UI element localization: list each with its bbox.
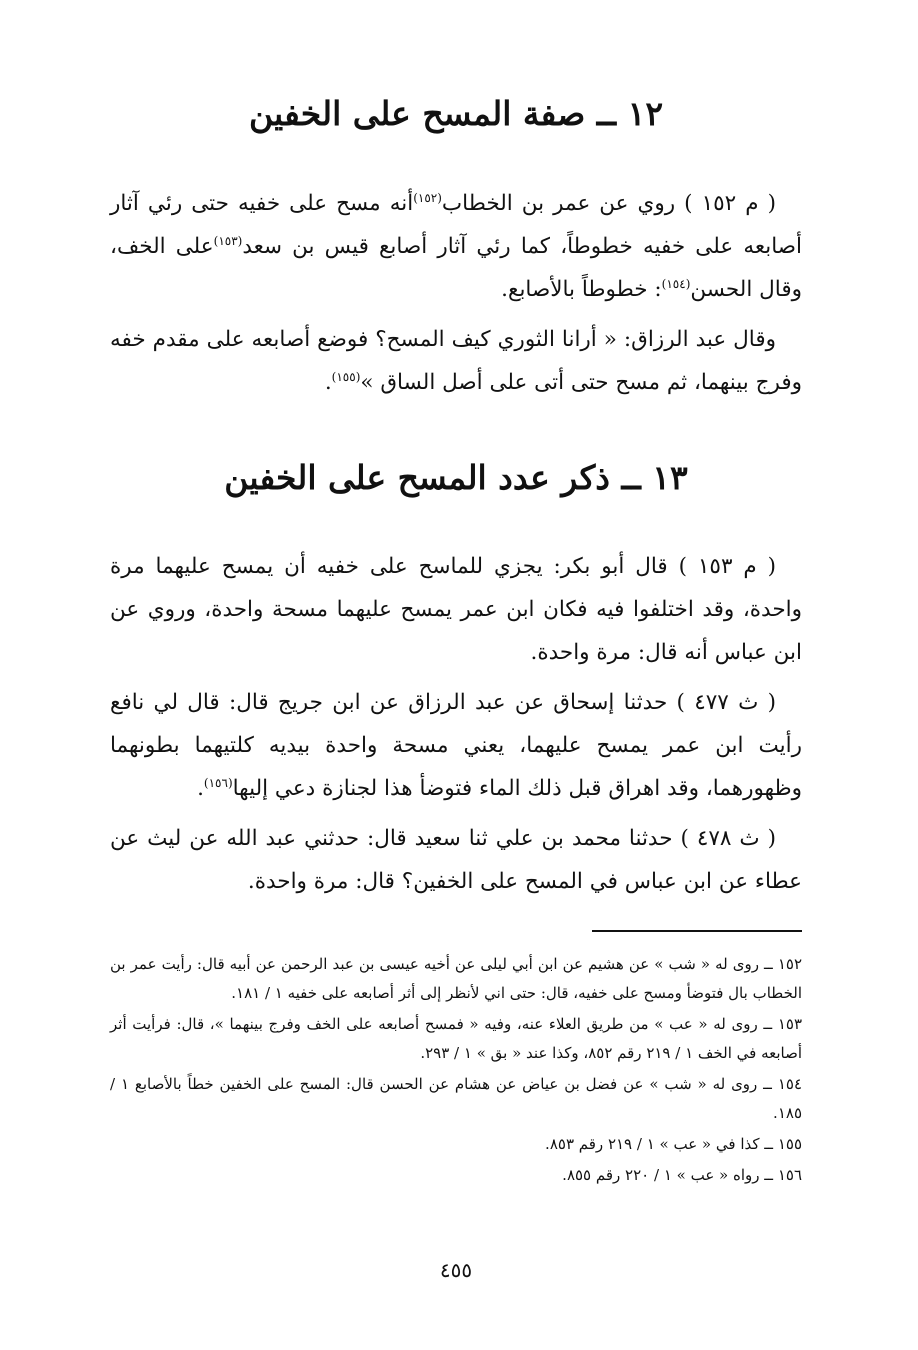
paragraph-text: وقال عبد الرزاق: « أرانا الثوري كيف المسح؟ فوضع أصابعه على مقدم خفه وفرج بينهما، ثم مسح حتى أتى على أصل الساق »	[110, 327, 802, 395]
paragraph-text: أنه مسح على خفيه حتى رئي آثار أصابعه على خفيه خطوطاً، كما رئي آثار أصابع قيس بن سعد	[110, 191, 802, 259]
footnote-ref-156[interactable]: (١٥٦)	[203, 775, 233, 790]
footnote-154: ١٥٤ ــ روى له « شب » عن فضل بن عياض عن هشام عن الحسن قال: المسح على الخفين خطاً بالأصابع ١ / ١٨٥.	[110, 1075, 802, 1122]
footnote-152: ١٥٢ ــ روى له « شب » عن هشيم عن ابن أبي ليلى عن أخيه عيسى بن عبد الرحمن عن أبيه قال: رأيت عمر بن الخطاب بال فتوضأ ومسح على خفيه، قال: حتى اني لأنظر إلى أثر أصابعه على خفيه ١ / ١٨١.	[110, 955, 802, 1002]
section-12-body	[110, 182, 802, 411]
paragraph-m153	[110, 545, 802, 674]
paragraph-text: .	[197, 776, 204, 801]
footnote-153: ١٥٣ ــ روى له « عب » من طريق العلاء عنه، وفيه « فمسح أصابعه على الخف وفرج بينهما »، قال: فرأيت أثر أصابعه في الخف ١ / ٢١٩ رقم ٨٥٢، وكذا عند « بق » ١ / ٢٩٣.	[110, 1015, 802, 1062]
paragraph-text: : خطوطاً بالأصابع.	[501, 277, 662, 302]
paragraph-m152	[110, 182, 802, 311]
paragraph-text: ( ث ٤٧٧ ) حدثنا إسحاق عن عبد الرزاق عن ابن جريج قال: قال لي نافع رأيت ابن عمر يمسح عليهما، يعني مسحة واحدة بيديه كلتيهما بطونهما وظهورهما، وقد اهراق قبل ذلك الماء فتوضأ هذا لجنازة دعي إليها	[110, 690, 802, 801]
footnote-155: ١٥٥ ــ كذا في « عب » ١ / ٢١٩ رقم ٨٥٣.	[545, 1135, 802, 1153]
footnote-156: ١٥٦ ــ رواه « عب » ١ / ٢٢٠ رقم ٨٥٥.	[562, 1166, 802, 1184]
paragraph-text: ( ث ٤٧٨ ) حدثنا محمد بن علي ثنا سعيد قال: حدثني عبد الله عن ليث عن عطاء عن ابن عباس في المسح على الخفين؟ قال: مرة واحدة.	[110, 826, 802, 894]
paragraph-text: .	[324, 370, 332, 395]
footnote-divider	[592, 930, 802, 932]
paragraph-text: ( م ١٥٣ ) قال أبو بكر: يجزي للماسح على خفيه أن يمسح عليهما مرة واحدة، وقد اختلفوا فيه فكان ابن عمر يمسح عليهما مسحة واحدة، وروي عن ابن عباس أنه قال: مرة واحدة.	[110, 554, 802, 665]
footnote-ref-152[interactable]: (١٥٢)	[413, 190, 442, 205]
book-page	[110, 0, 802, 1350]
chapter-heading-12: ١٢ ــ صفة المسح على الخفين	[248, 94, 664, 133]
section-13-body	[110, 545, 802, 910]
footnote-ref-155[interactable]: (١٥٥)	[331, 369, 361, 384]
paragraph-text: ( م ١٥٢ ) روي عن عمر بن الخطاب	[441, 191, 776, 216]
page-number: ٤٥٥	[439, 1258, 473, 1282]
paragraph-t477	[110, 681, 802, 810]
paragraph-text: على الخف، وقال الحسن	[110, 234, 802, 302]
paragraph-abdurrazzaq	[110, 318, 802, 404]
footnote-ref-154[interactable]: (١٥٤)	[661, 276, 691, 291]
footnote-ref-153[interactable]: (١٥٣)	[213, 233, 243, 248]
chapter-heading-13: ١٣ ــ ذكر عدد المسح على الخفين	[224, 458, 688, 497]
footnotes	[110, 950, 802, 1192]
paragraph-t478	[110, 817, 802, 903]
